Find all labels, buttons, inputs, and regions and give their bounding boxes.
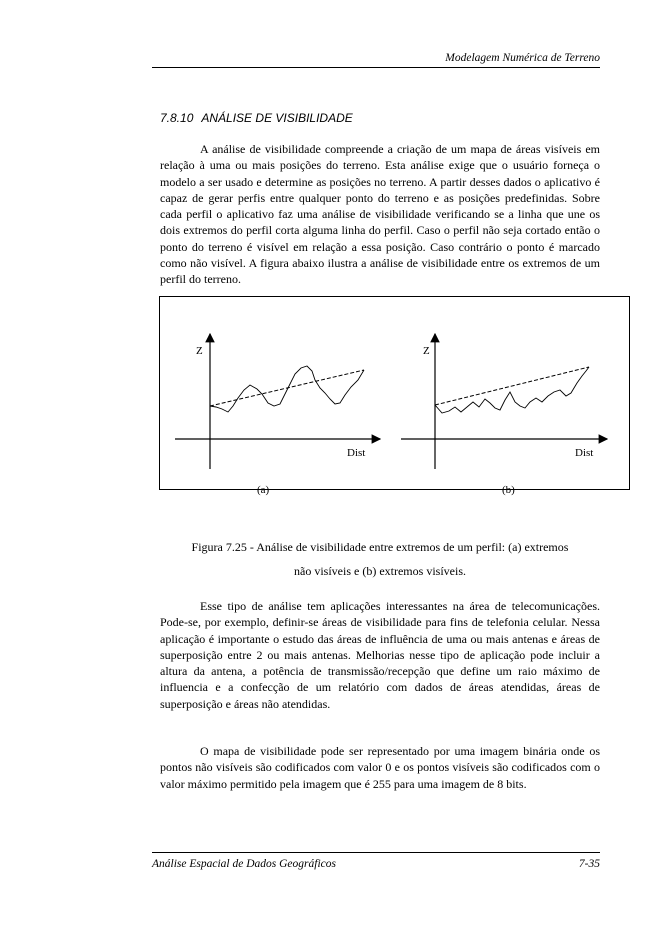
paragraph-text: A análise de visibilidade compreende a criação de um mapa de áreas visíveis em relação à uma ou mais posições do terreno. Esta análise exige que o usuário forneça o modelo a ser usado e determine as posições no terreno. A partir desses dados o aplicativo é capaz de gerar perfis entre qualquer ponto do terreno e as posições predefinidas. Sobre cada perfil o aplicativo faz uma análise de visibilidade verificando se a linha que une os dois extremos do perfil corta alguma linha do perfil. Caso o perfil não seja cortado então o ponto do terreno é visível em relação a essa posição. Caso contrário o ponto é marcado como não visível. A figura abaixo ilustra a análise de visibilidade entre os extremos de um perfil do terreno. <box>160 142 600 287</box>
running-header: Modelagem Numérica de Terreno <box>445 52 600 64</box>
panel-b-sight-line <box>435 367 589 405</box>
paragraph-text: Esse tipo de análise tem aplicações interessantes na área de telecomunicações. Pode-se, por exemplo, definir-se áreas de visibilidade para fins de telefonia celular. Nessa aplicação é importante o estudo das áreas de influência de uma ou mais antenas e áreas de superposição entre 2 ou mais antenas. Melhorias nesse tipo de aplicação pode incluir a altura da antena, a potência de transmissão/recepção que define um raio máximo de influencia e a confecção de um relatório com dados de áreas atendidas, áreas de superposição e áreas não atendidas. <box>160 599 600 711</box>
visibility-profile-figure <box>159 296 630 501</box>
panel-b <box>401 334 607 496</box>
panel-b-caption: (b) <box>502 484 515 496</box>
figure-caption-line-1: Figura 7.25 - Análise de visibilidade entre extremos de um perfil: (a) extremos <box>191 540 569 554</box>
panel-a-caption: (a) <box>257 484 270 496</box>
panel-a-dist-label: Dist <box>347 447 366 459</box>
panel-a <box>175 334 380 496</box>
panel-a-sight-line <box>210 370 364 406</box>
panel-a-z-label: Z <box>196 345 203 357</box>
page-number: 7-35 <box>578 858 600 870</box>
paragraph-visibility-intro <box>160 141 600 288</box>
section-heading <box>160 111 353 125</box>
running-footer-title: Análise Espacial de Dados Geográficos <box>152 858 336 870</box>
paragraph-telecom-applications <box>160 598 600 712</box>
footer-rule <box>152 852 600 853</box>
panel-a-terrain-profile <box>210 366 364 412</box>
section-title: ANÁLISE DE VISIBILIDADE <box>201 111 353 125</box>
panel-b-terrain-profile <box>435 367 589 413</box>
paragraph-visibility-map <box>160 743 600 792</box>
panel-b-z-label: Z <box>423 345 430 357</box>
section-number: 7.8.10 <box>160 111 194 125</box>
figure-caption-line-2: não visíveis e (b) extremos visíveis. <box>294 564 466 578</box>
panel-b-dist-label: Dist <box>575 447 594 459</box>
header-rule <box>152 67 600 68</box>
paragraph-text: O mapa de visibilidade pode ser representado por uma imagem binária onde os pontos não visíveis são codificados com valor 0 e os pontos visíveis são codificados com o valor máximo permitido pela imagem que é 255 para uma imagem de 8 bits. <box>160 744 600 791</box>
